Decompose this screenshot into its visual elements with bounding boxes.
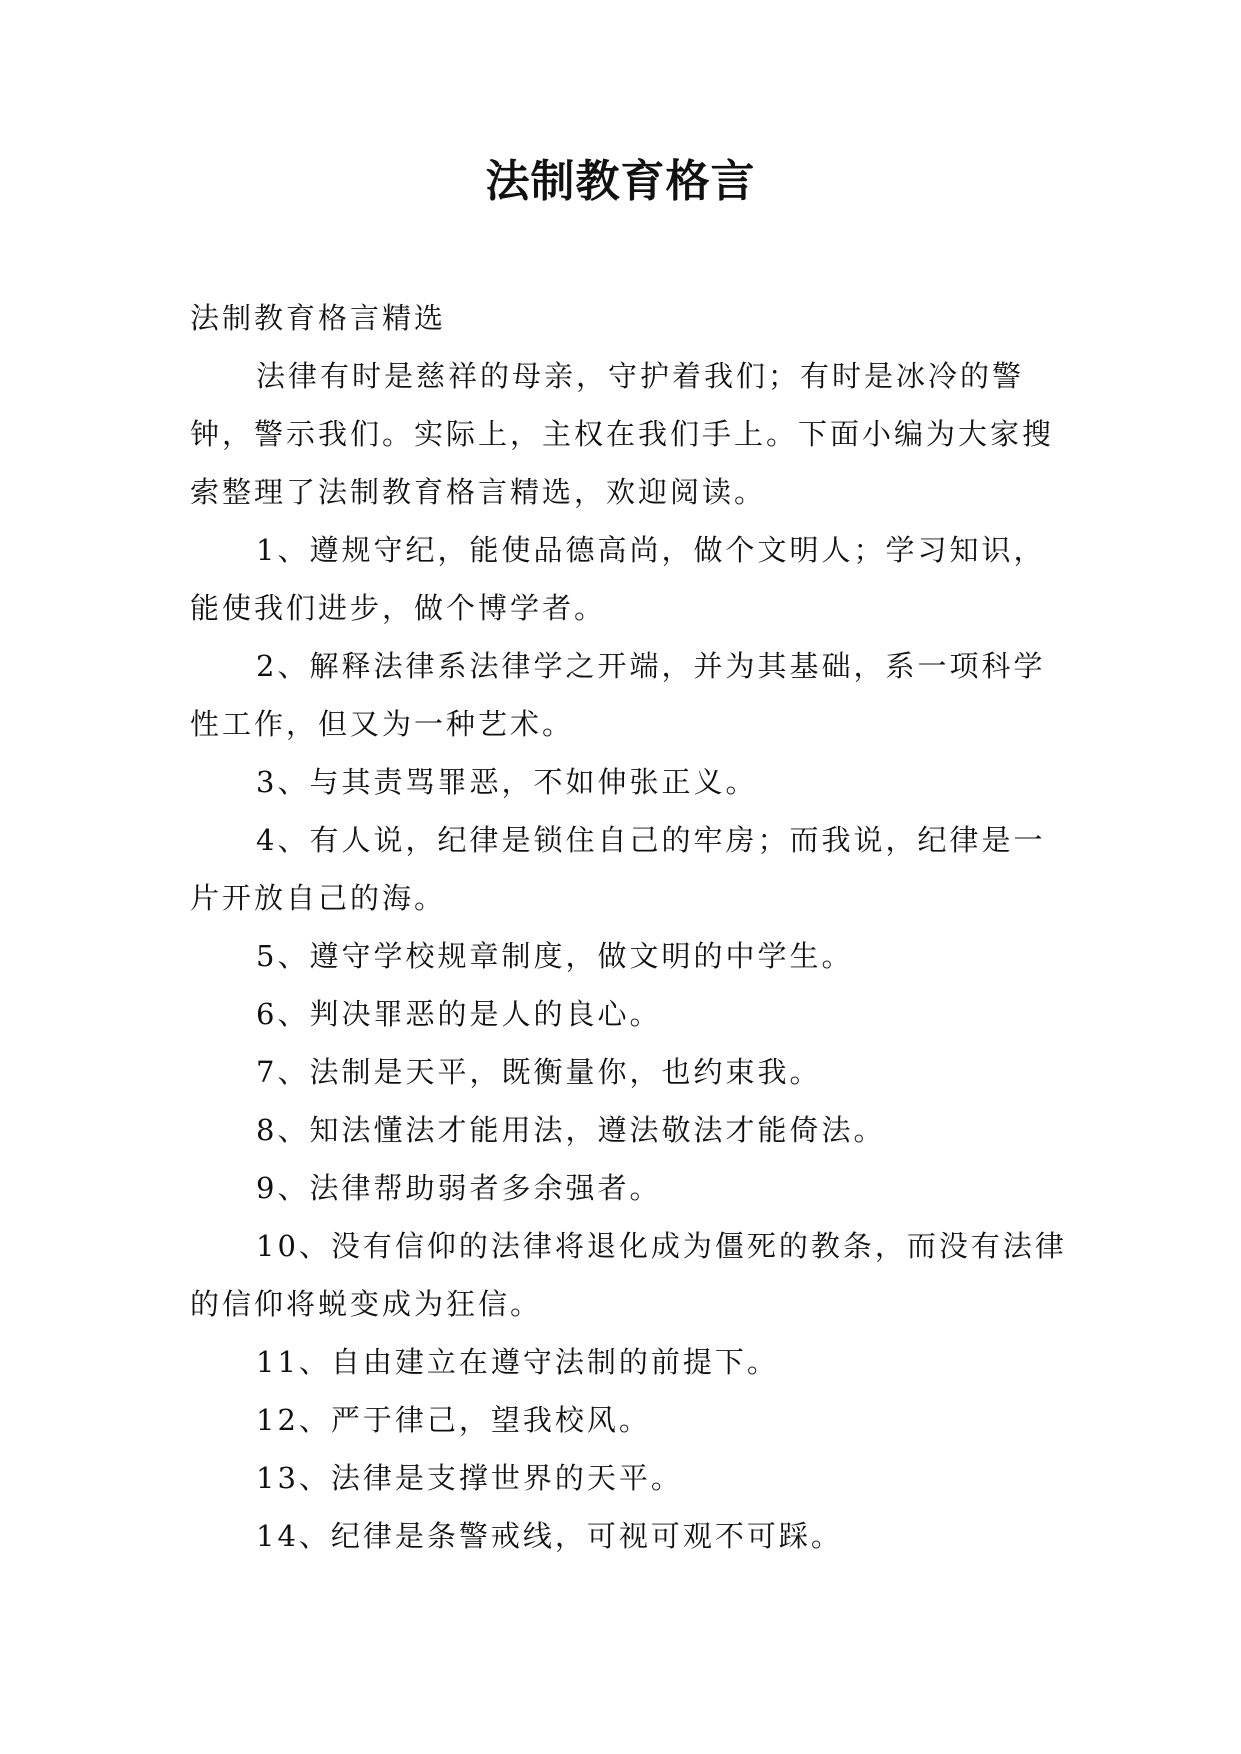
quote-item: 7、法制是天平，既衡量你，也约束我。 [256,1055,822,1089]
quote-item: 13、法律是支撑世界的天平。 [256,1461,683,1495]
quote-item: 9、法律帮助弱者多余强者。 [256,1171,662,1205]
section-heading: 法制教育格言精选 [190,301,447,335]
document-title: 法制教育格言 [485,156,756,207]
quote-item: 2、解释法律系法律学之开端，并为其基础，系一项科学性工作，但又为一种艺术。 [190,649,1046,741]
quote-item: 1、遵规守纪，能使品德高尚，做个文明人；学习知识，能使我们进步，做个博学者。 [190,533,1046,625]
document-body [190,289,1070,1565]
quote-item: 6、判决罪恶的是人的良心。 [256,997,662,1031]
intro-paragraph: 法律有时是慈祥的母亲，守护着我们；有时是冰冷的警钟，警示我们。实际上，主权在我们手上。下面小编为大家搜索整理了法制教育格言精选，欢迎阅读。 [190,359,1055,509]
quote-item: 5、遵守学校规章制度，做文明的中学生。 [256,939,854,973]
quote-item: 11、自由建立在遵守法制的前提下。 [256,1345,779,1379]
quote-item: 4、有人说，纪律是锁住自己的牢房；而我说，纪律是一片开放自己的海。 [190,823,1046,915]
quote-item: 3、与其责骂罪恶，不如伸张正义。 [256,765,758,799]
quote-item: 12、严于律己，望我校风。 [256,1403,651,1437]
quote-item: 14、纪律是条警戒线，可视可观不可踩。 [256,1519,843,1553]
quote-item: 8、知法懂法才能用法，遵法敬法才能倚法。 [256,1113,886,1147]
quote-item: 10、没有信仰的法律将退化成为僵死的教条，而没有法律的信仰将蜕变成为狂信。 [190,1229,1067,1321]
